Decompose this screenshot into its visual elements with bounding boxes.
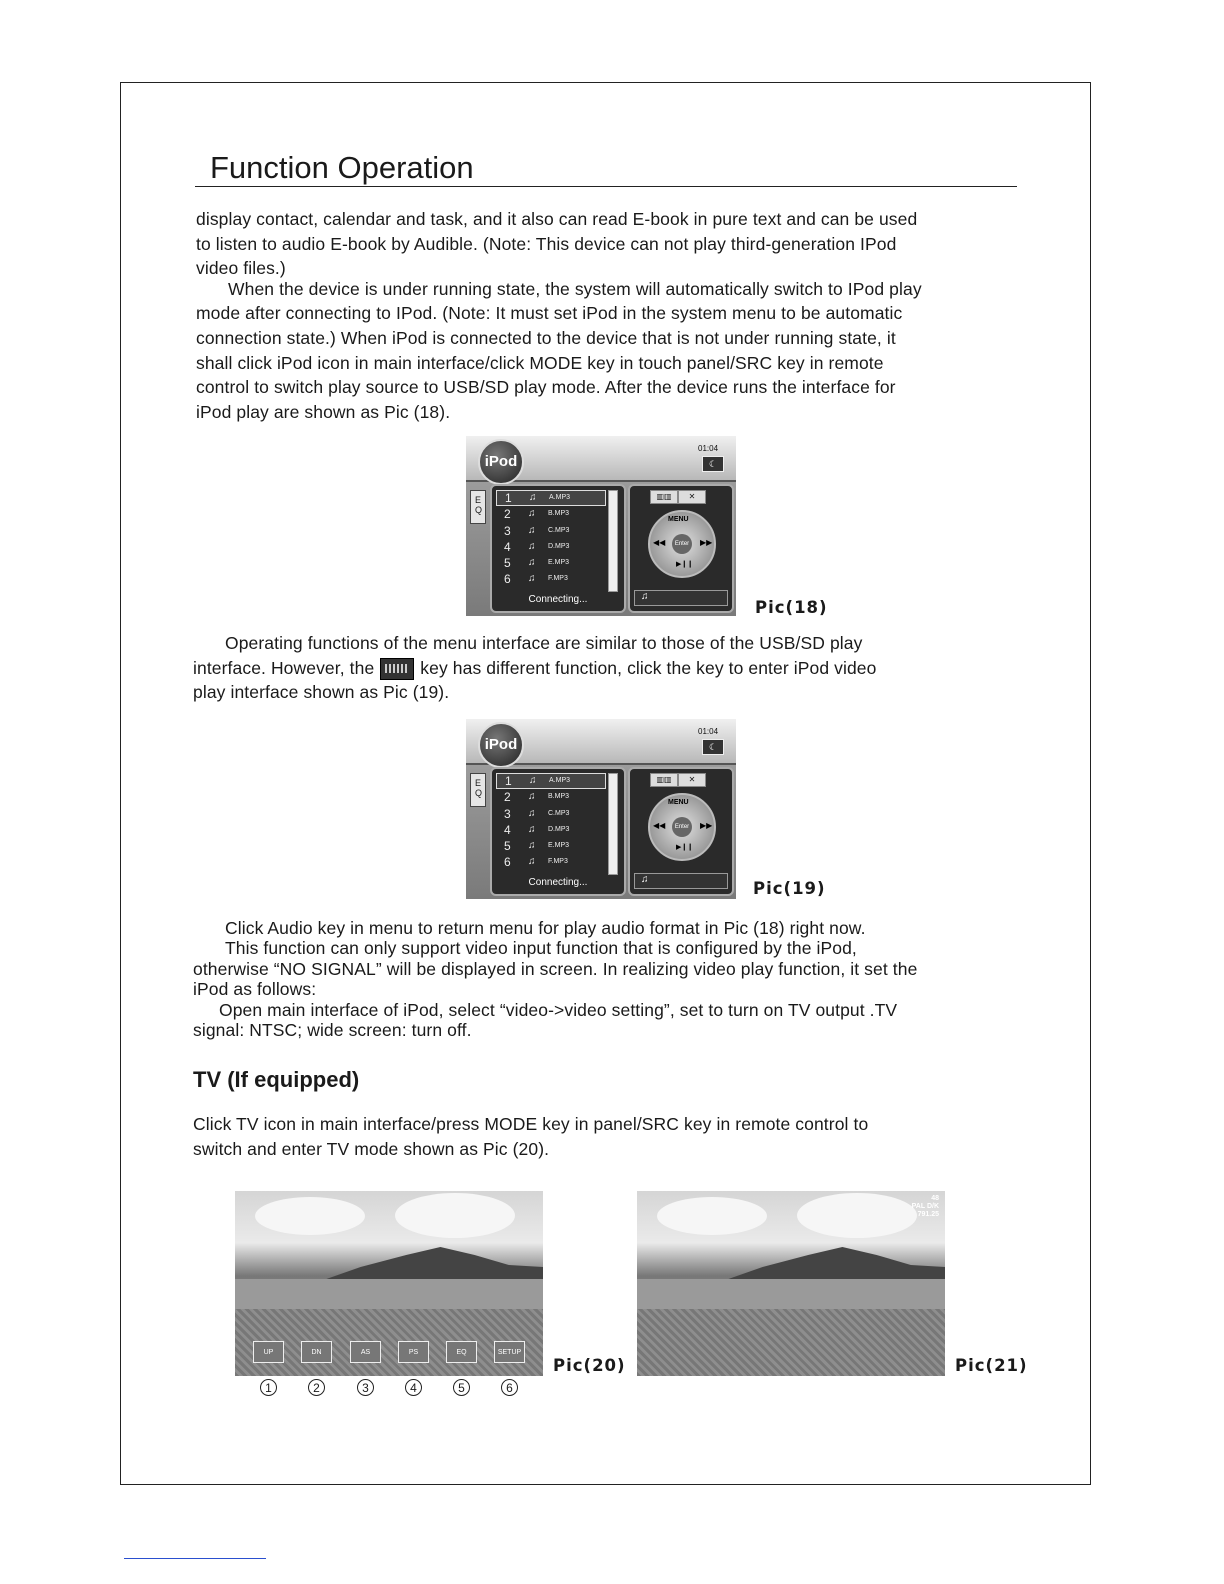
channel-info <box>912 1195 939 1219</box>
eq-tab[interactable]: EQ <box>470 490 486 524</box>
pic19-label: Pic(19) <box>753 879 826 898</box>
text-line: Click TV icon in main interface/press MODE key in panel/SRC key in remote control to <box>193 1114 869 1134</box>
mountain <box>717 1243 945 1283</box>
text-line: switch and enter TV mode shown as Pic (20). <box>193 1138 550 1159</box>
music-note-icon: ♫ <box>528 541 536 552</box>
play-pause-icon[interactable]: ▶❙❙ <box>676 561 694 568</box>
text-line: iPod as follows: <box>193 979 317 1000</box>
ipod-screen-pic19 <box>466 719 736 899</box>
scrollbar[interactable] <box>608 773 618 875</box>
enter-button[interactable]: Enter <box>672 534 692 554</box>
callout-2: 2 <box>308 1379 325 1396</box>
music-note-icon: ♫ <box>528 840 536 851</box>
ipod-logo[interactable]: iPod <box>478 439 524 485</box>
page-title: Function Operation <box>210 150 474 185</box>
menu-button[interactable]: MENU <box>668 516 689 523</box>
track-row[interactable]: 6 ♫ F.MP3 <box>504 855 568 869</box>
text-line: mode after connecting to IPod. (Note: It must set iPod in the system menu to be automatic <box>196 303 903 324</box>
track-list <box>490 767 626 896</box>
track-row[interactable]: 2 ♫ B.MP3 <box>504 790 570 804</box>
callout-6: 6 <box>501 1379 518 1396</box>
mountain <box>315 1243 543 1283</box>
video-text <box>193 918 917 1040</box>
video-button[interactable]: ▥▥ <box>650 773 678 787</box>
text-line: signal: NTSC; wide screen: turn off. <box>193 1020 472 1041</box>
previous-icon[interactable]: ◀◀ <box>653 538 666 547</box>
video-button[interactable]: ▥▥ <box>650 490 678 504</box>
track-row[interactable]: 6 ♫ F.MP3 <box>504 572 568 586</box>
menu-button[interactable]: MENU <box>668 799 689 806</box>
control-panel <box>628 767 734 896</box>
eq-button[interactable]: EQ <box>446 1341 477 1363</box>
text-line: display contact, calendar and task, and it also can read E-book in pure text and can be used <box>196 209 918 229</box>
title-rule <box>195 186 1017 187</box>
music-note-icon: ♫ <box>529 775 537 786</box>
cloud <box>657 1197 767 1235</box>
callout-4: 4 <box>405 1379 422 1396</box>
track-row[interactable]: 4 ♫ D.MP3 <box>504 540 570 554</box>
track-list <box>490 484 626 613</box>
track-row[interactable]: 3 ♫ C.MP3 <box>504 524 570 538</box>
music-note-icon: ♫ <box>528 557 536 568</box>
pic20-label: Pic(20) <box>553 1356 626 1375</box>
pic21-label: Pic(21) <box>955 1356 1028 1375</box>
frequency: 791.25 <box>917 1211 939 1218</box>
track-row[interactable]: 1 ♫ A.MP3 <box>496 773 606 789</box>
enter-button[interactable]: Enter <box>672 817 692 837</box>
cloud <box>797 1193 917 1238</box>
text-line: iPod play are shown as Pic (18). <box>196 401 451 422</box>
text-line: This function can only support video input function that is configured by the iPod, <box>225 938 857 959</box>
cloud <box>395 1193 515 1238</box>
music-note-icon: ♫ <box>528 508 536 519</box>
track-row[interactable]: 5 ♫ E.MP3 <box>504 556 570 570</box>
music-note-icon: ♫ <box>528 808 536 819</box>
text-fragment: key has different function, click the key to enter iPod video <box>420 657 877 678</box>
status-text: Connecting... <box>528 877 588 888</box>
text-line: play interface shown as Pic (19). <box>193 682 450 703</box>
preset-scan-button[interactable]: PS <box>398 1341 429 1363</box>
intro-text <box>196 207 922 424</box>
text-line: shall click iPod icon in main interface/click MODE key in touch panel/SRC key in remote <box>196 352 884 373</box>
night-mode-icon[interactable]: ☾ <box>702 456 724 472</box>
callout-1: 1 <box>260 1379 277 1396</box>
tv-screen-pic21 <box>637 1191 945 1376</box>
scrollbar[interactable] <box>608 490 618 592</box>
audio-icon[interactable]: ♫ <box>641 874 649 885</box>
tv-screen-pic20 <box>235 1191 543 1376</box>
control-panel <box>628 484 734 613</box>
audio-icon[interactable]: ♫ <box>641 591 649 602</box>
settings-icon[interactable]: ✕ <box>678 773 706 787</box>
callout-5: 5 <box>453 1379 470 1396</box>
auto-search-button[interactable]: AS <box>350 1341 381 1363</box>
pic18-label: Pic(18) <box>755 598 828 617</box>
setup-button[interactable]: SETUP <box>494 1341 525 1363</box>
text-line: to listen to audio E-book by Audible. (Note: This device can not play third-generation IPod <box>196 233 897 254</box>
next-icon[interactable]: ▶▶ <box>700 538 713 547</box>
settings-icon[interactable]: ✕ <box>678 490 706 504</box>
channel-number: 48 <box>931 1195 939 1202</box>
text-line: Operating functions of the menu interface are similar to those of the USB/SD play <box>225 633 863 653</box>
tv-system: PAL D/K <box>911 1203 939 1210</box>
sea <box>637 1279 945 1309</box>
tv-text <box>193 1112 868 1161</box>
text-line: When the device is under running state, the system will automatically switch to IPod play <box>228 278 922 299</box>
text-line: Click Audio key in menu to return menu for play audio format in Pic (18) right now. <box>225 918 866 938</box>
track-row[interactable]: 5 ♫ E.MP3 <box>504 839 570 853</box>
bottom-bar <box>634 873 728 889</box>
text-fragment: interface. However, the <box>193 657 375 678</box>
text-line: Open main interface of iPod, select “video->video setting”, set to turn on TV output .TV <box>219 999 898 1020</box>
text-line: video files.) <box>196 258 286 279</box>
bottom-bar <box>634 590 728 606</box>
navigation-dial[interactable] <box>648 510 716 578</box>
track-row[interactable]: 2 ♫ B.MP3 <box>504 507 570 521</box>
music-note-icon: ♫ <box>529 492 537 503</box>
music-note-icon: ♫ <box>528 856 536 867</box>
status-text: Connecting... <box>528 594 588 605</box>
previous-icon[interactable]: ◀◀ <box>653 821 666 830</box>
clock: 01:04 <box>698 444 719 453</box>
ipod-screen-pic18 <box>466 436 736 616</box>
play-pause-icon[interactable]: ▶❙❙ <box>676 844 694 851</box>
video-key-icon <box>380 658 414 680</box>
music-note-icon: ♫ <box>528 824 536 835</box>
text-line: control to switch play source to USB/SD play mode. After the device runs the interface for <box>196 377 896 398</box>
track-row[interactable]: 3 ♫ C.MP3 <box>504 807 570 821</box>
night-mode-icon[interactable]: ☾ <box>702 739 724 755</box>
text-line: connection state.) When iPod is connected to the device that is not under running state, it <box>196 327 896 348</box>
music-note-icon: ♫ <box>528 791 536 802</box>
track-row[interactable]: 1 ♫ A.MP3 <box>496 490 606 506</box>
navigation-dial[interactable] <box>648 793 716 861</box>
music-note-icon: ♫ <box>528 573 536 584</box>
track-row[interactable]: 4 ♫ D.MP3 <box>504 823 570 837</box>
up-button[interactable]: UP <box>253 1341 284 1363</box>
next-icon[interactable]: ▶▶ <box>700 821 713 830</box>
callout-3: 3 <box>357 1379 374 1396</box>
clock: 01:04 <box>698 727 719 736</box>
down-button[interactable]: DN <box>301 1341 332 1363</box>
footer-rule <box>124 1558 266 1559</box>
eq-tab[interactable]: EQ <box>470 773 486 807</box>
cloud <box>255 1197 365 1235</box>
sea <box>235 1279 543 1309</box>
ipod-logo[interactable]: iPod <box>478 722 524 768</box>
menu-text <box>193 631 876 705</box>
music-note-icon: ♫ <box>528 525 536 536</box>
rocks <box>637 1309 945 1376</box>
tv-heading: TV (If equipped) <box>193 1067 360 1092</box>
text-line: otherwise “NO SIGNAL” will be displayed in screen. In realizing video play function, it set the <box>193 958 918 979</box>
